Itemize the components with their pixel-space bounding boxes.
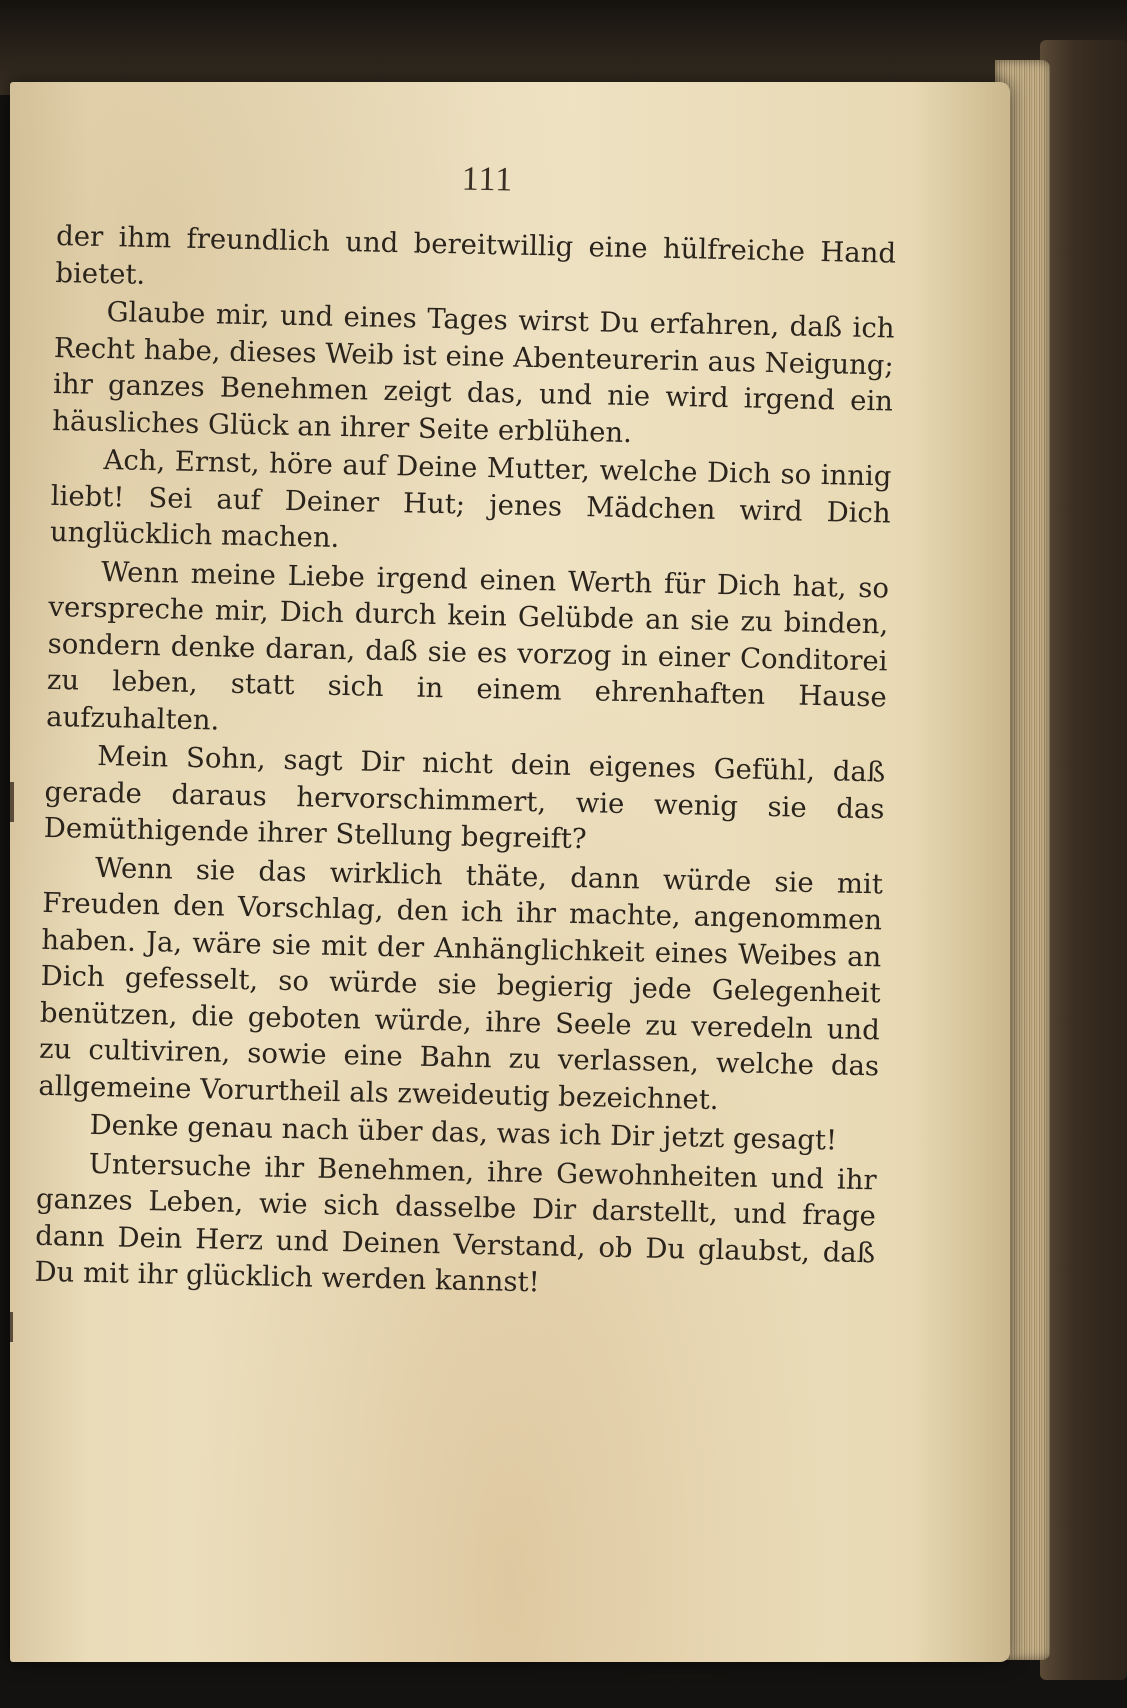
paragraph: Mein Sohn, sagt Dir nicht dein eigenes Gefühl, daß gerade daraus hervorschimmert, wie wenig sie das Demüthigende ihrer Stellung begreift? xyxy=(43,739,886,856)
book-cover-top-edge xyxy=(0,0,1127,95)
book-page xyxy=(10,82,1010,1662)
page-text-block xyxy=(34,152,898,1308)
paragraph: Ach, Ernst, höre auf Deine Mutter, welche Dich so innig liebt! Sei auf Deiner Hut; jenes Mädchen wird Dich unglücklich machen. xyxy=(49,444,892,554)
paragraph: Wenn meine Liebe irgend einen Werth für Dich hat, so verspreche mir, Dich durch kein Gelübde an sie zu binden, sondern denke daran, daß sie es vorzog in einer Conditorei zu leben, statt sich in einem ehrenhaften Hause aufzuhalten. xyxy=(45,555,890,736)
margin-mark xyxy=(10,782,14,822)
paragraph: Denke genau nach über das, was ich Dir jetzt gesagt! xyxy=(89,1108,838,1157)
page-number: 111 xyxy=(461,160,514,199)
paragraph: der ihm freundlich und bereitwillig eine hülfreiche Hand bietet. xyxy=(55,219,897,291)
paragraph: Glaube mir, und eines Tages wirst Du erfahren, daß ich Recht habe, dieses Weib ist eine Abenteurerin aus Neigung; ihr ganzes Benehmen zeigt das, und nie wird irgend ein häusliches Glück an ihrer Seite erblühen. xyxy=(52,296,895,449)
book-cover-right-edge xyxy=(1040,40,1127,1680)
paragraph: Untersuche ihr Benehmen, ihre Gewohnheiten und ihr ganzes Leben, wie sich dasselbe Dir darstellt, und frage dann Dein Herz und Deinen Verstand, ob Du glaubst, daß Du mit ihr glücklich werden kannst! xyxy=(34,1147,877,1299)
paragraph: Wenn sie das wirklich thäte, dann würde sie mit Freuden den Vorschlag, den ich ihr machte, angenommen haben. Ja, wäre sie mit der Anhänglichkeit eines Weibes an Dich gefesselt, so würde sie begierig jede Gelegenheit benützen, die geboten würde, ihre Seele zu veredeln und zu cultiviren, sowie eine Bahn zu verlassen, welche das allgemeine Vorurtheil als zweideutig bezeichnet. xyxy=(38,851,884,1116)
margin-mark xyxy=(10,1312,13,1342)
